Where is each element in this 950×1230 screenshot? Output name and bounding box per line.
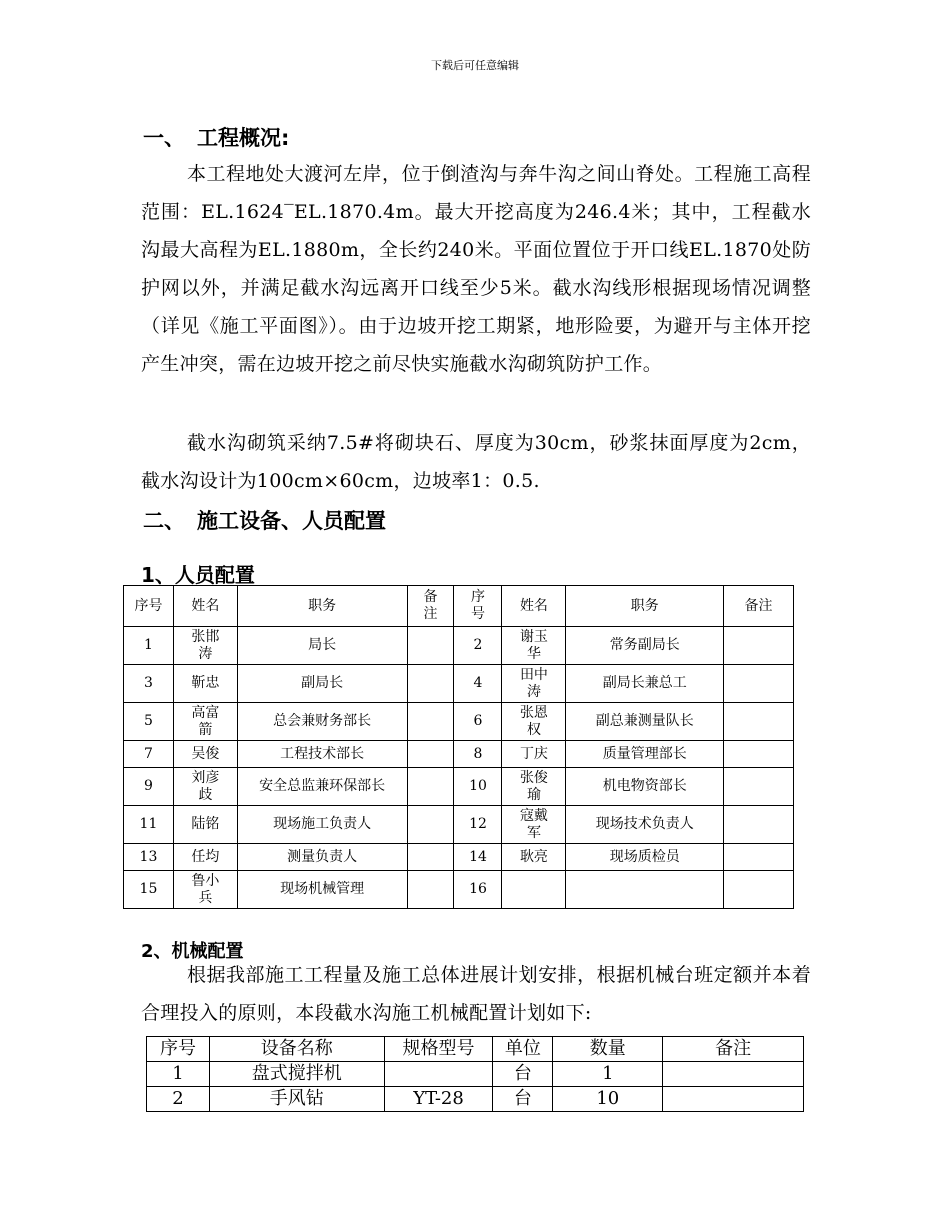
table-row bbox=[124, 741, 794, 768]
table-row bbox=[124, 768, 794, 806]
table-cell: 谢玉华 bbox=[502, 627, 566, 665]
section-2-number: 二、 bbox=[143, 509, 185, 533]
table-cell bbox=[407, 871, 454, 909]
table-cell: 任均 bbox=[173, 844, 237, 871]
table-cell bbox=[407, 627, 454, 665]
table-cell: 测量负责人 bbox=[237, 844, 407, 871]
table-cell bbox=[663, 1062, 804, 1087]
table-cell: 手风钻 bbox=[209, 1087, 384, 1112]
table-cell: 刘彦歧 bbox=[173, 768, 237, 806]
table-cell bbox=[407, 703, 454, 741]
table-cell: 安全总监兼环保部长 bbox=[237, 768, 407, 806]
table-cell: 总会兼财务部长 bbox=[237, 703, 407, 741]
table-row bbox=[147, 1062, 804, 1087]
table-cell: 现场机械管理 bbox=[237, 871, 407, 909]
table-row bbox=[124, 627, 794, 665]
section-1-number: 一、 bbox=[143, 126, 185, 150]
table-cell: 8 bbox=[454, 741, 502, 768]
table-cell bbox=[407, 844, 454, 871]
section-2-title: 施工设备、人员配置 bbox=[197, 509, 386, 533]
staff-subheading: 1、人员配置 bbox=[141, 563, 255, 587]
table-cell: 耿亮 bbox=[502, 844, 566, 871]
staff-table bbox=[123, 585, 794, 909]
table-cell: 寇戴军 bbox=[502, 806, 566, 844]
machine-header-cell: 单位 bbox=[493, 1037, 553, 1062]
machine-header-cell: 序号 bbox=[147, 1037, 210, 1062]
table-cell bbox=[407, 741, 454, 768]
machine-header-row bbox=[147, 1037, 804, 1062]
table-cell bbox=[724, 627, 794, 665]
staff-header-cell: 姓名 bbox=[173, 586, 237, 627]
table-cell: 陆铭 bbox=[173, 806, 237, 844]
overview-paragraph: 本工程地处大渡河左岸，位于倒渣沟与奔牛沟之间山脊处。工程施工高程范围：EL.1624‾EL.1870.4m。最大开挖高度为246.4米；其中，工程截水沟最大高程为EL.1880m，全长约240米。平面位置位于开口线EL.1870处防护网以外，并满足截水沟远离开口线至少5米。截水沟线形根据现场情况调整（详见《施工平面图》）。由于边坡开挖工期紧，地形险要，为避开与主体开挖产生冲突，需在边坡开挖之前尽快实施截水沟砌筑防护工作。 bbox=[141, 163, 811, 375]
table-cell bbox=[407, 665, 454, 703]
section-1-title: 工程概况: bbox=[197, 126, 290, 150]
table-cell: 副总兼测量队长 bbox=[566, 703, 724, 741]
table-cell: 1 bbox=[147, 1062, 210, 1087]
table-cell: 工程技术部长 bbox=[237, 741, 407, 768]
table-cell: 2 bbox=[147, 1087, 210, 1112]
table-cell: 靳忠 bbox=[173, 665, 237, 703]
table-cell: 张俊瑜 bbox=[502, 768, 566, 806]
table-cell: 丁庆 bbox=[502, 741, 566, 768]
table-cell: 11 bbox=[124, 806, 174, 844]
table-cell: 6 bbox=[454, 703, 502, 741]
table-cell bbox=[724, 703, 794, 741]
table-cell bbox=[502, 871, 566, 909]
table-row bbox=[124, 871, 794, 909]
table-cell bbox=[724, 741, 794, 768]
table-cell: 田中涛 bbox=[502, 665, 566, 703]
staff-header-row bbox=[124, 586, 794, 627]
table-cell: 常务副局长 bbox=[566, 627, 724, 665]
machine-header-cell: 数量 bbox=[553, 1037, 663, 1062]
table-cell: 盘式搅拌机 bbox=[209, 1062, 384, 1087]
table-cell: 10 bbox=[553, 1087, 663, 1112]
table-row bbox=[147, 1087, 804, 1112]
staff-header-cell: 姓名 bbox=[502, 586, 566, 627]
table-cell bbox=[724, 665, 794, 703]
table-cell: 吴俊 bbox=[173, 741, 237, 768]
table-cell: 局长 bbox=[237, 627, 407, 665]
table-cell: 3 bbox=[124, 665, 174, 703]
table-cell: 张邯涛 bbox=[173, 627, 237, 665]
table-cell: YT-28 bbox=[384, 1087, 493, 1112]
staff-header-cell: 职务 bbox=[237, 586, 407, 627]
table-cell: 质量管理部长 bbox=[566, 741, 724, 768]
table-cell: 机电物资部长 bbox=[566, 768, 724, 806]
table-cell: 14 bbox=[454, 844, 502, 871]
table-row bbox=[124, 665, 794, 703]
table-cell bbox=[663, 1087, 804, 1112]
machine-table bbox=[146, 1036, 804, 1112]
table-cell: 15 bbox=[124, 871, 174, 909]
table-cell bbox=[566, 871, 724, 909]
table-cell bbox=[724, 871, 794, 909]
table-cell: 现场质检员 bbox=[566, 844, 724, 871]
table-cell: 9 bbox=[124, 768, 174, 806]
masonry-paragraph: 截水沟砌筑采纳7.5#将砌块石、厚度为30cm，砂浆抹面厚度为2cm，截水沟设计为100cm×60cm，边坡率1：0.5. bbox=[141, 432, 811, 492]
section-1-heading bbox=[143, 122, 289, 152]
table-cell: 现场施工负责人 bbox=[237, 806, 407, 844]
table-cell: 台 bbox=[493, 1087, 553, 1112]
section-2-heading bbox=[143, 505, 386, 535]
table-cell: 10 bbox=[454, 768, 502, 806]
table-cell: 12 bbox=[454, 806, 502, 844]
table-cell: 5 bbox=[124, 703, 174, 741]
table-cell: 7 bbox=[124, 741, 174, 768]
table-cell: 现场技术负责人 bbox=[566, 806, 724, 844]
machine-header-cell: 备注 bbox=[663, 1037, 804, 1062]
page-header: 下载后可任意编辑 bbox=[431, 59, 519, 72]
table-cell bbox=[384, 1062, 493, 1087]
staff-header-cell: 职务 bbox=[566, 586, 724, 627]
table-row bbox=[124, 806, 794, 844]
table-cell: 鲁小兵 bbox=[173, 871, 237, 909]
table-cell: 1 bbox=[124, 627, 174, 665]
table-cell: 张恩权 bbox=[502, 703, 566, 741]
staff-header-cell: 序号 bbox=[454, 586, 502, 627]
table-cell: 13 bbox=[124, 844, 174, 871]
table-cell: 2 bbox=[454, 627, 502, 665]
table-cell: 1 bbox=[553, 1062, 663, 1087]
table-cell: 16 bbox=[454, 871, 502, 909]
table-cell: 副局长兼总工 bbox=[566, 665, 724, 703]
machine-header-cell: 设备名称 bbox=[209, 1037, 384, 1062]
staff-header-cell: 备注 bbox=[724, 586, 794, 627]
machine-header-cell: 规格型号 bbox=[384, 1037, 493, 1062]
table-cell bbox=[724, 768, 794, 806]
table-cell bbox=[724, 844, 794, 871]
table-cell bbox=[407, 768, 454, 806]
table-cell: 高富箭 bbox=[173, 703, 237, 741]
table-cell bbox=[724, 806, 794, 844]
table-cell: 副局长 bbox=[237, 665, 407, 703]
machinery-subheading: 2、机械配置 bbox=[141, 941, 244, 962]
staff-header-cell: 备注 bbox=[407, 586, 454, 627]
staff-header-cell: 序号 bbox=[124, 586, 174, 627]
table-cell: 4 bbox=[454, 665, 502, 703]
table-cell bbox=[407, 806, 454, 844]
table-row bbox=[124, 844, 794, 871]
table-row bbox=[124, 703, 794, 741]
table-cell: 台 bbox=[493, 1062, 553, 1087]
machinery-paragraph: 根据我部施工工程量及施工总体进展计划安排，根据机械台班定额并本着合理投入的原则，本段截水沟施工机械配置计划如下: bbox=[141, 964, 811, 1024]
